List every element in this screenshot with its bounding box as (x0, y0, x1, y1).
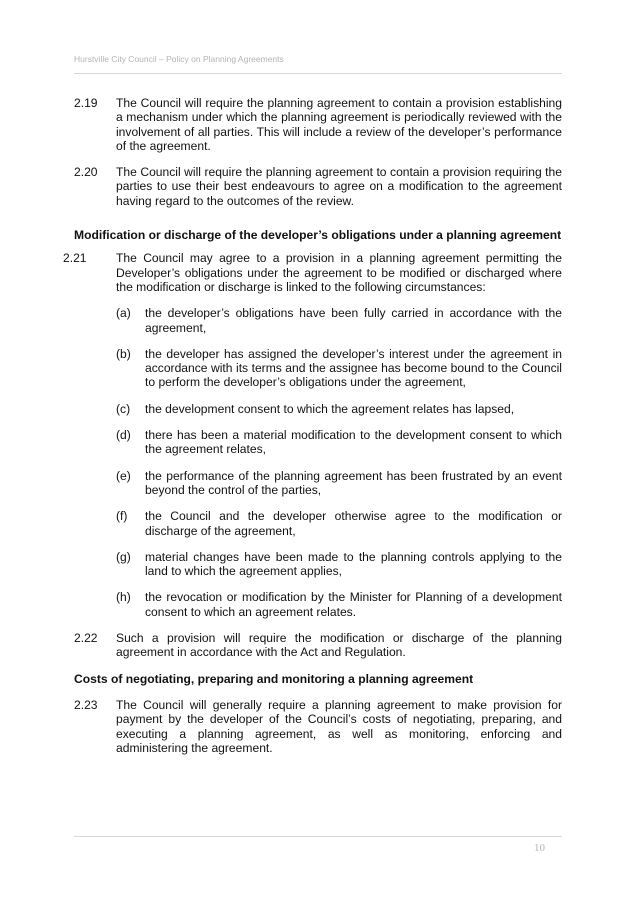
sub-item-text: the performance of the planning agreement has been frustrated by an event beyond the control of the parties, (145, 468, 562, 497)
sub-item-h (74, 590, 562, 619)
clause-number: 2.20 (74, 165, 98, 180)
clause-2-21 (63, 251, 562, 294)
sub-item-text: there has been a material modification to the development consent to which the agreement relates, (145, 428, 562, 457)
sub-item-text: the developer’s obligations have been fully carried in accordance with the agreement, (145, 306, 562, 335)
sub-item-letter: (b) (116, 346, 131, 361)
sub-item-letter: (a) (116, 306, 131, 321)
header-divider (74, 73, 562, 74)
sub-item-g (74, 550, 562, 579)
clause-number: 2.23 (74, 697, 98, 712)
clause-number: 2.19 (74, 96, 98, 110)
clause-text: The Council will require the planning agreement to contain a provision establishing a mechanism under which the planning agreement is periodically reviewed with the involvement of all parties. This will include a review of the developer’s performance of the agreement. (116, 96, 562, 153)
clause-text: The Council may agree to a provision in a planning agreement permitting the Developer’s obligations under the agreement to be modified or discharged where the modification or discharge is linked to the following circumstances: (116, 251, 562, 294)
sub-item-text: the developer has assigned the developer’s interest under the agreement in accordance with its terms and the assignee has become bound to the Council to perform the developer’s obligations under the agreement, (145, 346, 562, 390)
clause-2-23 (74, 698, 562, 755)
footer-divider (74, 836, 562, 837)
sub-item-letter: (h) (116, 590, 131, 605)
sub-item-letter: (g) (116, 549, 131, 564)
sub-item-a (74, 306, 562, 335)
sub-item-b (74, 347, 562, 390)
document-body (63, 96, 562, 755)
clause-text: The Council will generally require a planning agreement to make provision for payment by the developer of the Council’s costs of negotiating, preparing, and executing a planning agreement, as well as monitoring, enforcing and administering the agreement. (116, 697, 562, 755)
clause-2-19 (74, 96, 562, 153)
sub-item-d (74, 428, 562, 457)
sub-item-f (74, 509, 562, 538)
sub-item-c (74, 402, 562, 416)
sub-item-text: the development consent to which the agreement relates has lapsed, (145, 401, 515, 416)
page-number: 10 (534, 842, 545, 854)
section-heading-costs: Costs of negotiating, preparing and monitoring a planning agreement (74, 671, 474, 686)
clause-number: 2.21 (63, 251, 87, 266)
clause-2-20 (74, 165, 562, 208)
clause-text: The Council will require the planning agreement to contain a provision requiring the parties to use their best endeavours to agree on a modification to the agreement having regard to the outcomes of the review. (116, 165, 562, 208)
sub-item-letter: (e) (116, 468, 131, 483)
clause-2-22 (74, 631, 562, 660)
sub-item-letter: (c) (116, 401, 131, 416)
sub-item-text: the Council and the developer otherwise agree to the modification or discharge of the agreement, (145, 509, 562, 538)
sub-item-e (74, 469, 562, 498)
section-heading-modification: Modification or discharge of the developer’s obligations under a planning agreement (74, 228, 562, 243)
sub-item-letter: (f) (116, 509, 128, 524)
sub-item-text: material changes have been made to the planning controls applying to the land to which the agreement applies, (145, 549, 562, 579)
sub-item-text: the revocation or modification by the Minister for Planning of a development consent to which an agreement relates. (145, 590, 562, 619)
clause-number: 2.22 (74, 631, 98, 646)
sub-item-letter: (d) (116, 428, 131, 443)
clause-text: Such a provision will require the modification or discharge of the planning agreement in accordance with the Act and Regulation. (116, 631, 562, 660)
running-header: Hurstville City Council – Policy on Planning Agreements (74, 54, 284, 64)
